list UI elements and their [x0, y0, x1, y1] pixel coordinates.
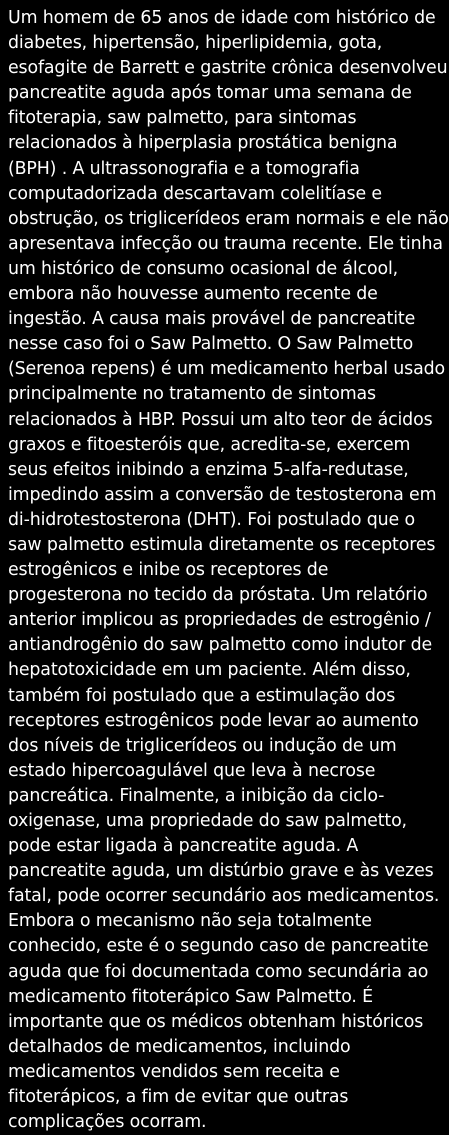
text-line: oxigenase, uma propriedade do saw palmetto, [8, 811, 407, 831]
text-line: importante que os médicos obtenham históricos [8, 1011, 424, 1032]
text-line: medicamentos vendidos sem receita e [8, 1061, 340, 1082]
text-line: pancreatite aguda após tomar uma semana de [8, 83, 412, 104]
text-line: di-hidrotestosterona (DHT). Foi postulado que o [8, 509, 415, 530]
text-line: anterior implicou as propriedades de estrogênio / [8, 610, 431, 631]
text-line: pancreatite aguda, um distúrbio grave e às vezes [8, 861, 434, 882]
text-line: principalmente no tratamento de sintomas [8, 384, 376, 405]
text-line: conhecido, este é o segundo caso de pancreatite [8, 936, 429, 957]
text-line: estrogênicos e inibe os receptores de [8, 560, 329, 581]
text-line: embora não houvesse aumento recente de [8, 284, 378, 305]
text-line: dos níveis de triglicerídeos ou indução de um [8, 735, 397, 756]
text-line: fitoterapia, saw palmetto, para sintomas [8, 108, 357, 129]
text-line: Embora o mecanismo não seja totalmente [8, 911, 372, 932]
text-line: antiandrogênio do saw palmetto como indutor de [8, 635, 433, 656]
text-line: obstrução, os triglicerídeos eram normais e ele não [8, 208, 449, 229]
text-line: relacionados à HBP. Possui um alto teor de ácidos [8, 409, 433, 430]
text-line: apresentava infecção ou trauma recente. Ele tinha [8, 233, 443, 254]
text-line: Um homem de 65 anos de idade com histórico de [8, 8, 436, 28]
text-line: estado hipercoagulável que leva à necrose [8, 760, 376, 781]
text-line: fitoterápicos, a fim de evitar que outras [8, 1087, 349, 1108]
text-line: ingestão. A causa mais provável de pancreatite [8, 309, 416, 330]
text-line: diabetes, hipertensão, hiperlipidemia, gota, [8, 33, 383, 54]
text-line: complicações ocorram. [8, 1112, 207, 1133]
text-line: saw palmetto estimula diretamente os receptores [8, 534, 436, 555]
text-line: um histórico de consumo ocasional de álcool, [8, 258, 399, 279]
text-line: pancreática. Finalmente, a inibição da ciclo- [8, 785, 385, 806]
text-line: esofagite de Barrett e gastrite crônica desenvolveu [8, 58, 448, 79]
text-line: também foi postulado que a estimulação dos [8, 685, 396, 706]
text-line: medicamento fitoterápico Saw Palmetto. É [8, 986, 374, 1007]
text-line: pode estar ligada à pancreatite aguda. A [8, 836, 359, 857]
text-line: (Serenoa repens) é um medicamento herbal usado [8, 359, 445, 380]
text-line: receptores estrogênicos pode levar ao aumento [8, 710, 419, 731]
text-line: fatal, pode ocorrer secundário aos medicamentos. [8, 886, 440, 907]
text-line: aguda que foi documentada como secundária ao [8, 961, 429, 982]
text-line: relacionados à hiperplasia prostática benigna [8, 133, 398, 154]
text-line: nesse caso foi o Saw Palmetto. O Saw Palmetto [8, 334, 414, 355]
text-line: graxos e fitoesteróis que, acredita-se, exercem [8, 434, 411, 455]
text-line: detalhados de medicamentos, incluindo [8, 1036, 351, 1057]
text-line: (BPH) . A ultrassonografia e a tomografia [8, 158, 360, 179]
article-text [8, 6, 449, 1135]
text-line: impedindo assim a conversão de testosterona em [8, 484, 437, 505]
text-line: progesterona no tecido da próstata. Um relatório [8, 585, 428, 606]
text-line: hepatotoxicidade em um paciente. Além disso, [8, 660, 411, 681]
text-line: computadorizada descartavam colelitíase e [8, 183, 382, 204]
text-line: seus efeitos inibindo a enzima 5-alfa-redutase, [8, 459, 409, 480]
